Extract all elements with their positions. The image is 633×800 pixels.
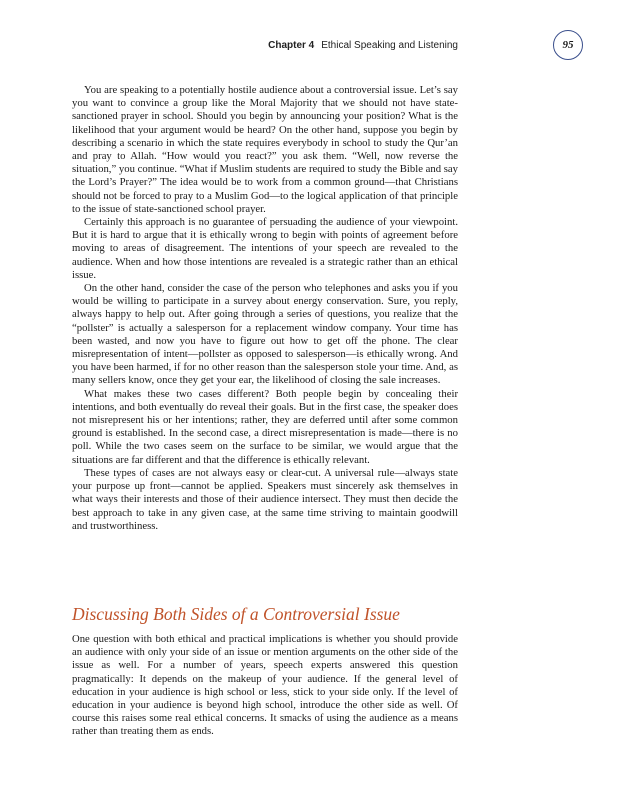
running-head (0, 36, 458, 54)
paragraph: What makes these two cases different? Both people begin by concealing their intentions, and both eventually do reveal their goals. But in the first case, the speaker does not misrepresent his or her intentions; rather, they are deferred until after some common ground is established. In the second case, a direct misrepresentation is made—there is no poll. While the two cases seem on the surface to be similar, we would argue that the situations are far different and that the difference is ethically relevant. (72, 387, 458, 466)
paragraph: One question with both ethical and practical implications is whether you should provide an audience with only your side of an issue or mention arguments on the other side of the issue as well. For a number of years, speech experts answered this question pragmatically: It depends on the makeup of your audience. If the general level of education in your audience is high school or less, stick to your side only. If the level of education in your audience is beyond high school, introduce the other side as well. Of course this raises some real ethical concerns. It smacks of using the audience as a means rather than treating them as ends. (72, 633, 458, 738)
body-text (72, 84, 458, 533)
paragraph: These types of cases are not always easy or clear-cut. A universal rule—always state your purpose up front—cannot be applied. Speakers must sincerely ask themselves in what ways their interests and those of their audience intersect. They must then decide the best approach to take in any given case, at the same time striving to maintain goodwill and trustworthiness. (72, 466, 458, 532)
paragraph: On the other hand, consider the case of the person who telephones and asks you if you would be willing to participate in a survey about energy conservation. Sure, you reply, always happy to help out. After going through a series of questions, you realize that the “pollster” is actually a salesperson for a replacement window company. Your time has been wasted, and now you have to figure out how to get off the phone. The clear misrepresentation of intent—pollster as opposed to salesperson—is ethically wrong. And you have been harmed, if for no other reason than the salesperson stole your time. And, as many sellers know, once they get your ear, the likelihood of closing the sale increases. (72, 282, 458, 387)
section-heading: Discussing Both Sides of a Controversial Issue (72, 604, 400, 624)
paragraph: You are speaking to a potentially hostile audience about a controversial issue. Let’s say you want to convince a group like the Moral Majority that we should not have state-sanctioned prayer in school. Should you begin by announcing your position? What is the likelihood that your argument would be heard? On the other hand, suppose you begin by describing a scenario in which the state requires everybody in school to study the Qur’an and pray to Allah. “How would you react?” you ask them. “Well, now reverse the situation,” you continue. “What if Muslim students are required to study the Bible and say the Lord’s Prayer?” The idea would be to work from a common ground—that Christians should not be forced to pray to a Muslim God—to the logical application of that principle to the issue of state-sanctioned school prayer. (72, 84, 458, 215)
chapter-title: Ethical Speaking and Listening (321, 39, 458, 51)
page-number-badge (553, 30, 583, 60)
chapter-label: Chapter 4 (268, 39, 315, 51)
paragraph: Certainly this approach is no guarantee of persuading the audience of your viewpoint. But it is hard to argue that it is ethically wrong to begin with points of agreement before moving to areas of disagreement. The intentions of your speech are revealed to the audience. When and how those intentions are revealed is a strategic rather than an ethical issue. (72, 216, 458, 281)
page-number: 95 (562, 39, 574, 51)
section-body-text (72, 633, 458, 739)
